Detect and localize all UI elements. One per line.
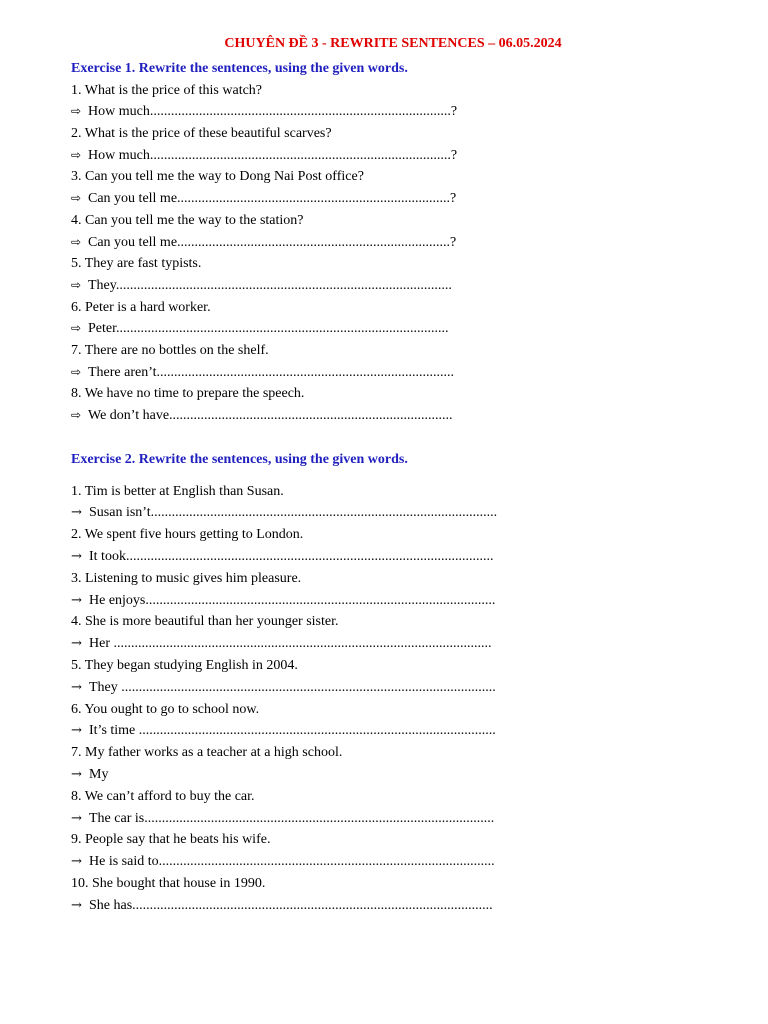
answer-text: They ........................................................................................................... (89, 679, 496, 695)
answer-text: They................................................................................................ (88, 277, 452, 293)
ex1-answer-1 (71, 101, 541, 123)
ex1-answer-7 (71, 362, 541, 384)
ex2-question-5: 5. They began studying English in 2004. (71, 658, 298, 674)
ex2-question-10: 10. She bought that house in 1990. (71, 876, 266, 892)
arrow-icon: ⇨ (71, 321, 82, 336)
answer-text: Peter............................................................................................... (88, 321, 449, 337)
ex1-answer-5 (71, 275, 541, 297)
ex1-question-3: 3. Can you tell me the way to Dong Nai Post office? (71, 169, 364, 185)
ex2-answer-7 (71, 764, 541, 786)
arrow-right-icon: → (71, 592, 82, 608)
arrow-right-icon: → (71, 854, 82, 870)
ex2-question-4: 4. She is more beautiful than her younger sister. (71, 614, 339, 630)
ex2-answer-4 (71, 633, 541, 655)
answer-text: Can you tell me..............................................................................? (88, 234, 457, 250)
ex1-answer-6 (71, 318, 541, 340)
ex2-answer-2 (71, 546, 541, 568)
ex2-answer-5 (71, 677, 541, 699)
answer-text: He enjoys.................................................................................................... (89, 592, 496, 608)
ex2-answer-3 (71, 590, 541, 612)
ex2-question-7: 7. My father works as a teacher at a high school. (71, 745, 343, 761)
arrow-right-icon: → (71, 810, 82, 826)
ex2-answer-1 (71, 502, 541, 524)
arrow-icon: ⇨ (71, 408, 82, 422)
exercise-1 (71, 58, 541, 427)
ex1-answer-2 (71, 145, 541, 167)
ex1-question-8: 8. We have no time to prepare the speech. (71, 386, 305, 402)
answer-text: There aren’t..................................................................................... (88, 364, 455, 380)
answer-text: How much......................................................................................? (88, 104, 458, 120)
arrow-right-icon: → (71, 636, 82, 652)
ex2-question-3: 3. Listening to music gives him pleasure. (71, 570, 302, 586)
ex2-question-8: 8. We can’t afford to buy the car. (71, 788, 255, 804)
ex2-answer-9 (71, 851, 541, 873)
ex1-question-5: 5. They are fast typists. (71, 256, 202, 272)
answer-text: She has....................................................................................................... (89, 897, 493, 913)
arrow-icon: ⇨ (71, 364, 82, 379)
page-title: CHUYÊN ĐỀ 3 - REWRITE SENTENCES – 06.05.2024 (224, 36, 562, 51)
ex1-question-1: 1. What is the price of this watch? (71, 82, 263, 98)
arrow-right-icon: → (71, 549, 82, 565)
ex2-answer-10 (71, 895, 541, 917)
ex2-question-2: 2. We spent five hours getting to London. (71, 527, 304, 543)
arrow-icon: ⇨ (71, 234, 82, 249)
ex1-answer-4 (71, 232, 541, 254)
arrow-icon: ⇨ (71, 191, 82, 206)
ex1-question-6: 6. Peter is a hard worker. (71, 299, 211, 315)
arrow-right-icon: → (71, 897, 82, 913)
answer-text: He is said to................................................................................................ (89, 854, 495, 870)
ex1-answer-3 (71, 188, 541, 210)
exercise-2 (71, 449, 541, 917)
arrow-right-icon: → (71, 723, 82, 739)
ex1-question-4: 4. Can you tell me the way to the station? (71, 212, 304, 228)
answer-text: It took......................................................................................................... (89, 549, 494, 565)
answer-text: We don’t have................................................................................. (88, 408, 453, 423)
arrow-right-icon: → (71, 505, 82, 521)
answer-text: Can you tell me..............................................................................? (88, 191, 457, 207)
answer-text: It’s time ...................................................................................................... (89, 723, 496, 739)
ex2-answer-8 (71, 808, 541, 830)
ex2-question-6: 6. You ought to go to school now. (71, 701, 260, 717)
exercise-1-title: Exercise 1. Rewrite the sentences, using the given words. (71, 61, 408, 76)
ex2-answer-6 (71, 720, 541, 742)
arrow-icon: ⇨ (71, 147, 82, 162)
answer-text: Susan isn’t................................................................................................... (89, 505, 498, 521)
ex2-question-9: 9. People say that he beats his wife. (71, 832, 271, 848)
ex1-answer-8 (71, 405, 541, 427)
answer-text: How much......................................................................................? (88, 147, 458, 163)
ex2-question-1: 1. Tim is better at English than Susan. (71, 483, 284, 499)
answer-text: The car is.................................................................................................... (89, 810, 495, 826)
answer-text: My (89, 767, 109, 783)
arrow-right-icon: → (71, 679, 82, 695)
arrow-icon: ⇨ (71, 104, 82, 119)
arrow-icon: ⇨ (71, 277, 82, 292)
ex1-question-7: 7. There are no bottles on the shelf. (71, 342, 269, 358)
exercise-2-title: Exercise 2. Rewrite the sentences, using the given words. (71, 452, 408, 467)
answer-text: Her ............................................................................................................ (89, 636, 492, 652)
arrow-right-icon: → (71, 767, 82, 783)
ex1-question-2: 2. What is the price of these beautiful scarves? (71, 126, 332, 142)
